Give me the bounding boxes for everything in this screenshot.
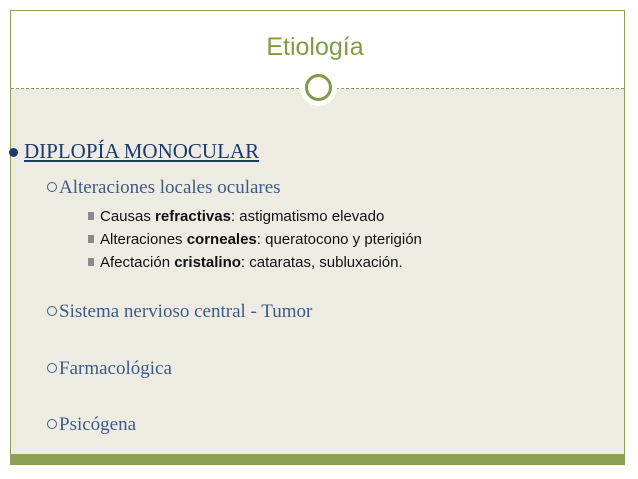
subitem-afectacion-cristalino: Afectación cristalino: cataratas, subluxación. [100, 254, 403, 271]
ring-bullet-icon [47, 419, 57, 429]
item-psicogena: Psicógena [59, 414, 136, 436]
ring-bullet-icon [47, 363, 57, 373]
item-alteraciones-locales: Alteraciones locales oculares [59, 177, 281, 199]
slide-title: Etiología [266, 33, 364, 61]
filled-bullet-icon [9, 148, 18, 157]
bullet-diplopia-monocular: DIPLOPÍA MONOCULAR [24, 139, 259, 164]
footer-bar [11, 454, 624, 464]
item-farmacologica: Farmacológica [59, 358, 172, 380]
square-bullet-icon [88, 258, 94, 266]
square-bullet-icon [88, 212, 94, 220]
circle-ornament-icon [300, 69, 337, 106]
subitem-causas-refractivas: Causas refractivas: astigmatismo elevado [100, 208, 384, 225]
subitem-alteraciones-corneales: Alteraciones corneales: queratocono y pterigión [100, 231, 422, 248]
ring-bullet-icon [47, 182, 57, 192]
square-bullet-icon [88, 235, 94, 243]
ring-bullet-icon [47, 306, 57, 316]
item-sistema-nervioso: Sistema nervioso central - Tumor [59, 301, 312, 323]
